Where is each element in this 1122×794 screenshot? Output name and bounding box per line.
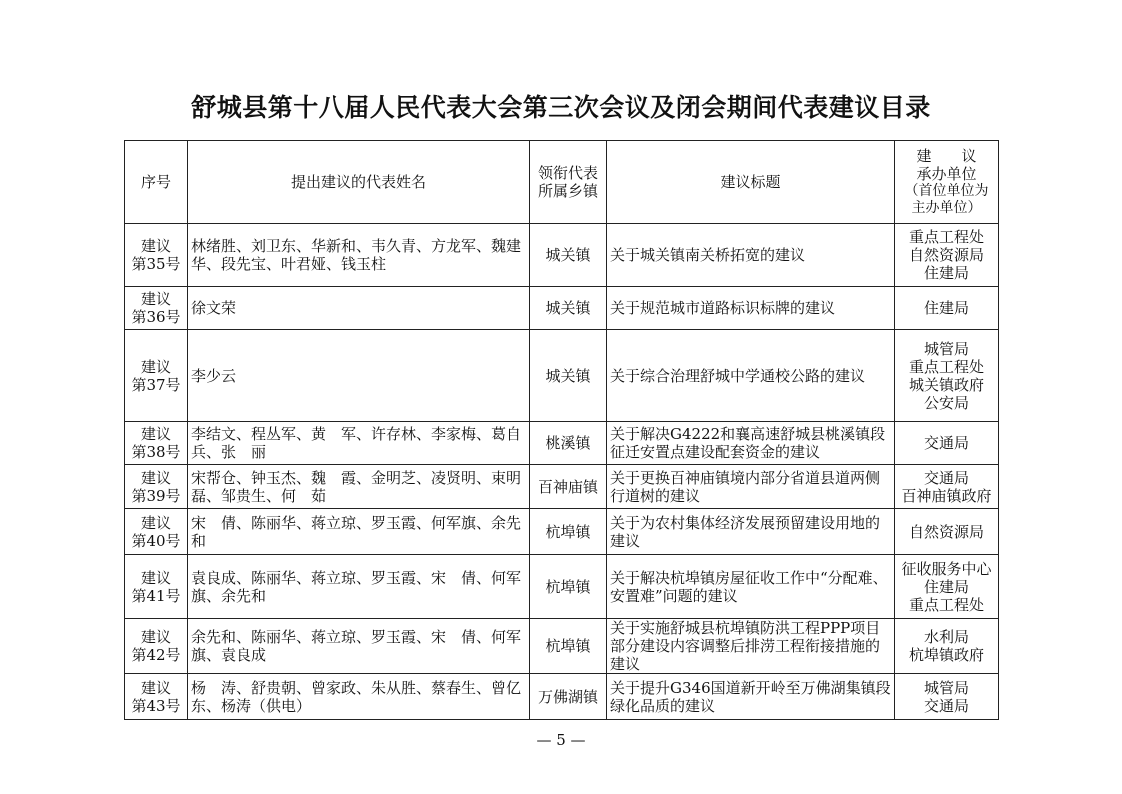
handling-unit: 城关镇政府 bbox=[908, 375, 984, 394]
handling-unit: 自然资源局 bbox=[908, 246, 984, 264]
cell-town: 杭埠镇 bbox=[530, 555, 607, 619]
handling-unit: 城管局 bbox=[923, 339, 969, 358]
proposal-title: 关于提升G346国道新开岭至万佛湖集镇段绿化品质的建议 bbox=[610, 678, 891, 715]
handling-unit: 交通局 bbox=[923, 434, 969, 452]
cell-title bbox=[607, 509, 895, 555]
representative-names: 林绪胜、刘卫东、华新和、韦久青、方龙军、魏建华、段先宝、叶君娅、钱玉柱 bbox=[191, 237, 522, 273]
cell-names bbox=[188, 674, 530, 720]
seq-seq1: 建议 bbox=[140, 290, 171, 308]
seq-seq1: 建议 bbox=[140, 425, 171, 443]
proposal-title: 关于为农村集体经济发展预留建设用地的建议 bbox=[610, 513, 881, 550]
cell-units bbox=[895, 465, 999, 509]
handling-unit: 交通局 bbox=[923, 468, 969, 487]
representative-names: 袁良成、陈丽华、蒋立琼、罗玉霞、宋 倩、何军旗、余先和 bbox=[191, 568, 522, 605]
seq-seq2: 第41号 bbox=[131, 586, 181, 605]
handling-unit: 公安局 bbox=[923, 393, 969, 412]
table-row bbox=[125, 509, 999, 555]
cell-town: 城关镇 bbox=[530, 330, 607, 422]
seq-seq2: 第40号 bbox=[131, 531, 181, 550]
proposal-table bbox=[124, 140, 999, 720]
page-title: 舒城县第十八届人民代表大会第三次会议及闭会期间代表建议目录 bbox=[191, 93, 931, 122]
seq-seq1: 建议 bbox=[140, 237, 171, 255]
cell-town: 杭埠镇 bbox=[530, 509, 607, 555]
cell-title bbox=[607, 422, 895, 465]
handling-unit: 重点工程处 bbox=[908, 595, 984, 614]
cell-seq bbox=[125, 224, 188, 287]
header-title: 建议标题 bbox=[607, 141, 895, 224]
cell-title bbox=[607, 330, 895, 422]
table-row bbox=[125, 330, 999, 422]
cell-names bbox=[188, 509, 530, 555]
cell-seq bbox=[125, 555, 188, 619]
proposal-title: 关于解决杭埠镇房屋征收工作中“分配难、安置难”问题的建议 bbox=[610, 568, 888, 605]
table-row bbox=[125, 674, 999, 720]
cell-units bbox=[895, 555, 999, 619]
cell-town: 桃溪镇 bbox=[530, 422, 607, 465]
seq-seq2: 第39号 bbox=[131, 486, 181, 505]
cell-seq bbox=[125, 509, 188, 555]
seq-seq2: 第36号 bbox=[131, 308, 181, 326]
representative-names: 余先和、陈丽华、蒋立琼、罗玉霞、宋 倩、何军旗、袁良成 bbox=[191, 628, 522, 664]
header-seq: 序号 bbox=[125, 141, 188, 224]
cell-names bbox=[188, 330, 530, 422]
representative-names: 李少云 bbox=[191, 366, 237, 385]
cell-seq bbox=[125, 287, 188, 330]
cell-title bbox=[607, 224, 895, 287]
table-row bbox=[125, 619, 999, 674]
table-row bbox=[125, 465, 999, 509]
header-unit-line2: 承办单位 bbox=[916, 165, 977, 183]
table-row bbox=[125, 422, 999, 465]
cell-names bbox=[188, 287, 530, 330]
cell-units bbox=[895, 509, 999, 555]
cell-names bbox=[188, 224, 530, 287]
handling-unit: 杭埠镇政府 bbox=[908, 646, 984, 664]
cell-title bbox=[607, 465, 895, 509]
cell-names bbox=[188, 465, 530, 509]
proposal-title: 关于城关镇南关桥拓宽的建议 bbox=[610, 246, 806, 264]
cell-seq bbox=[125, 330, 188, 422]
cell-seq bbox=[125, 465, 188, 509]
cell-title bbox=[607, 619, 895, 674]
cell-units bbox=[895, 674, 999, 720]
header-town-line2: 所属乡镇 bbox=[537, 182, 598, 200]
seq-seq1: 建议 bbox=[140, 678, 171, 697]
representative-names: 宋 倩、陈丽华、蒋立琼、罗玉霞、何军旗、余先和 bbox=[191, 513, 522, 550]
cell-title bbox=[607, 555, 895, 619]
cell-town: 百神庙镇 bbox=[530, 465, 607, 509]
cell-units bbox=[895, 422, 999, 465]
header-unit-line4: 主办单位） bbox=[911, 200, 982, 216]
header-unit bbox=[895, 141, 999, 224]
seq-seq2: 第43号 bbox=[131, 696, 181, 715]
cell-names bbox=[188, 422, 530, 465]
seq-seq1: 建议 bbox=[140, 628, 171, 646]
seq-seq2: 第38号 bbox=[131, 443, 181, 461]
handling-unit: 水利局 bbox=[923, 628, 969, 646]
cell-units bbox=[895, 224, 999, 287]
cell-units bbox=[895, 330, 999, 422]
cell-units bbox=[895, 619, 999, 674]
proposal-title: 关于解决G4222和襄高速舒城县桃溪镇段征迁安置点建设配套资金的建议 bbox=[610, 425, 886, 461]
cell-seq bbox=[125, 619, 188, 674]
page-number: — 5 — bbox=[536, 731, 586, 749]
seq-seq1: 建议 bbox=[140, 357, 171, 376]
seq-seq1: 建议 bbox=[140, 468, 171, 487]
cell-units bbox=[895, 287, 999, 330]
seq-seq1: 建议 bbox=[140, 513, 171, 532]
representative-names: 李结文、程丛军、黄 军、许存林、李家梅、葛自兵、张 丽 bbox=[191, 425, 522, 461]
cell-title bbox=[607, 287, 895, 330]
proposal-title: 关于实施舒城县杭埠镇防洪工程PPP项目部分建设内容调整后排涝工程衔接措施的建议 bbox=[610, 619, 881, 673]
cell-seq bbox=[125, 674, 188, 720]
table-header-row bbox=[125, 141, 999, 224]
cell-names bbox=[188, 619, 530, 674]
cell-town: 城关镇 bbox=[530, 287, 607, 330]
handling-unit: 重点工程处 bbox=[908, 357, 984, 376]
cell-town: 杭埠镇 bbox=[530, 619, 607, 674]
handling-unit: 住建局 bbox=[923, 264, 969, 282]
header-town bbox=[530, 141, 607, 224]
cell-town: 城关镇 bbox=[530, 224, 607, 287]
representative-names: 徐文荣 bbox=[191, 299, 237, 317]
seq-seq2: 第42号 bbox=[131, 646, 181, 664]
proposal-title: 关于规范城市道路标识标牌的建议 bbox=[610, 299, 836, 317]
representative-names: 杨 涛、舒贵朝、曾家政、朱从胜、蔡春生、曾亿东、杨涛（供电） bbox=[191, 678, 522, 715]
header-unit-line3: （首位单位为 bbox=[904, 183, 989, 199]
cell-town: 万佛湖镇 bbox=[530, 674, 607, 720]
handling-unit: 百神庙镇政府 bbox=[901, 486, 992, 505]
header-names: 提出建议的代表姓名 bbox=[188, 141, 530, 224]
table-row bbox=[125, 287, 999, 330]
cell-names bbox=[188, 555, 530, 619]
handling-unit: 交通局 bbox=[923, 696, 969, 715]
proposal-title: 关于综合治理舒城中学通校公路的建议 bbox=[610, 366, 866, 385]
handling-unit: 住建局 bbox=[923, 577, 969, 596]
representative-names: 宋帮仓、钟玉杰、魏 霞、金明芝、凌贤明、束明磊、邹贵生、何 茹 bbox=[191, 468, 522, 505]
header-town-line1: 领衔代表 bbox=[537, 164, 598, 182]
handling-unit: 城管局 bbox=[923, 678, 969, 697]
seq-seq2: 第35号 bbox=[131, 255, 181, 273]
cell-title bbox=[607, 674, 895, 720]
cell-seq bbox=[125, 422, 188, 465]
proposal-title: 关于更换百神庙镇境内部分省道县道两侧行道树的建议 bbox=[610, 468, 881, 505]
handling-unit: 住建局 bbox=[923, 299, 969, 317]
handling-unit: 自然资源局 bbox=[908, 522, 984, 541]
seq-seq2: 第37号 bbox=[131, 375, 181, 394]
header-unit-line1: 建 议 bbox=[916, 147, 977, 165]
table-row bbox=[125, 555, 999, 619]
seq-seq1: 建议 bbox=[140, 568, 171, 587]
handling-unit: 征收服务中心 bbox=[901, 559, 992, 578]
handling-unit: 重点工程处 bbox=[908, 228, 984, 246]
table-row bbox=[125, 224, 999, 287]
